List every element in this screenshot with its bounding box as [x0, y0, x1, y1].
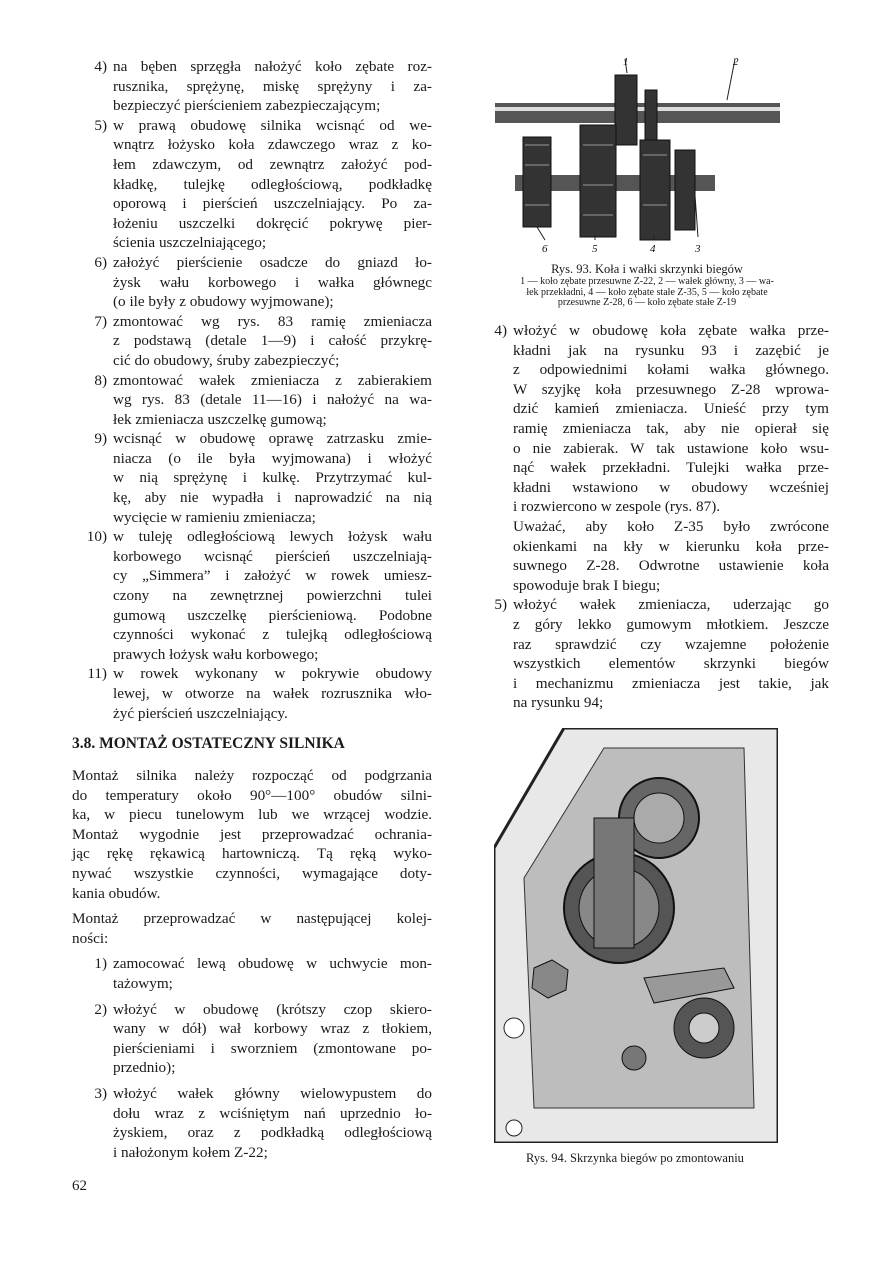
callout-1: 1 — [623, 56, 629, 68]
list-item-number: 3) — [94, 1084, 107, 1102]
text-line: (o ile były z obudowy wyjmowane); — [113, 293, 334, 311]
text-line: założyć pierścienie osadcze do gniazd ło- — [113, 253, 432, 271]
text-line: ścienia uszczelniającego; — [113, 234, 267, 252]
callout-3: 3 — [695, 243, 701, 255]
text-line: kładni wstawiono w obudowy wcześniej — [513, 478, 829, 496]
text-line: i mechanizmu zmieniacza jest takie, jak — [513, 674, 829, 692]
text-line: na bęben sprzęgła nałożyć koło zębate roz- — [113, 58, 432, 75]
text-line: z góry lekko gumowym młotkiem. Jeszcze — [513, 615, 829, 633]
text-line: przednio); — [113, 1059, 176, 1077]
text-line: ności: — [72, 929, 109, 947]
text-line: raz sprawdzić czy wzajemne położenie — [513, 635, 829, 653]
figure-94-caption: Rys. 94. Skrzynka biegów po zmontowaniu — [526, 1151, 744, 1165]
text-line: łożeniu uszczelki dokręcić pokrywę pier- — [113, 214, 432, 232]
text-line: dołu wraz z wciśniętym nań uprzednio ło- — [113, 1104, 432, 1122]
text-line: kę, aby nie wypadła i naprowadzić na nią — [113, 489, 432, 507]
list-item — [72, 371, 432, 430]
list-item — [72, 253, 432, 312]
list-item-number: 5) — [94, 116, 107, 134]
text-line: cy „Simmera” i założyć w rowek umiesz- — [113, 567, 432, 585]
text-line: nywać wszystkie czynności, wymagające doty- — [72, 864, 432, 882]
text-line: wszystkich elementów skrzynki biegów — [513, 655, 829, 673]
text-line: wcisnąć w obudowę oprawę zatrzasku zmie- — [113, 430, 432, 448]
text-line: Montaż wygodnie jest przeprowadzać ochrania- — [72, 825, 432, 843]
callout-6: 6 — [542, 243, 548, 255]
text-line: kania obudów. — [72, 884, 161, 902]
text-line: i rozwiercono w zespole (rys. 87). — [513, 498, 721, 516]
section-heading: 3.8. MONTAŻ OSTATECZNY SILNIKA — [72, 735, 345, 752]
text-line: zamocować lewą obudowę w uchwycie mon- — [113, 955, 432, 973]
list-item — [72, 1000, 432, 1078]
text-line: i nałożonym kołem Z-22; — [113, 1143, 268, 1161]
callout-5: 5 — [592, 243, 598, 255]
list-item-number: 1) — [94, 955, 107, 973]
list-item — [72, 429, 432, 527]
page-number: 62 — [72, 1178, 87, 1194]
text-line: wycięcie w ramieniu zmieniacza; — [113, 508, 316, 526]
text-line: włożyć wałek główny wielowypustem do — [113, 1084, 432, 1102]
text-line: żysk wału korbowego i wałka głównegc — [113, 273, 432, 291]
figure-93-legend — [462, 277, 832, 309]
figure-93-title: Rys. 93. Koła i wałki skrzynki biegów — [551, 262, 743, 276]
step — [72, 954, 432, 993]
figure-93-gears-drawing — [495, 55, 780, 255]
text-line: cić do obudowy, śruby zabezpieczyć; — [113, 351, 340, 369]
callout-2: 2 — [733, 56, 739, 68]
list-item-number: 2) — [94, 1000, 107, 1018]
list-item-number: 4) — [494, 322, 507, 339]
list-item — [472, 517, 829, 595]
list-item-number: 6) — [94, 253, 107, 271]
text-line: nąć wałek przekładni. Tulejki wałka prze- — [513, 459, 829, 477]
text-line: z podstawą (detale 1—9) i całość przykrę- — [113, 332, 432, 350]
list-item — [472, 595, 829, 713]
list-item-number: 9) — [94, 430, 107, 448]
text-line: jąc rękę rękawicą hartowniczą. Tą ręką wyko- — [72, 845, 432, 863]
text-line: ka, w piecu tunelowym lub we wrzącej wodzie. — [72, 806, 432, 824]
list-item — [72, 57, 432, 116]
text-line: Uważać, aby koło Z-35 było zwrócone — [513, 517, 829, 535]
text-line: tażowym; — [113, 974, 173, 992]
text-line: kładni jak na rysunku 93 i zazębić je — [513, 341, 829, 359]
text-line: łek zmieniacza uszczelkę gumową; — [113, 410, 327, 428]
text-line: gumową uszczelkę pierścieniową. Podobne — [113, 606, 432, 624]
legend-line: przesuwne Z-28, 6 — koło zębate stałe Z-19 — [557, 297, 737, 308]
text-line: włożyć w obudowę koła zębate wałka prze- — [513, 322, 829, 339]
callout-4: 4 — [650, 243, 656, 255]
list-item-number: 5) — [494, 596, 507, 614]
text-line: do temperatury około 90°—100° obudów silni- — [72, 786, 432, 804]
list-item-number: 4) — [94, 58, 107, 75]
text-line: suwnego Z-28. Odwrotne ustawienie koła — [513, 557, 829, 575]
list-item-number: 7) — [94, 312, 107, 330]
text-line: bezpieczyć pierścieniem zabezpieczającym; — [113, 97, 381, 115]
text-line: w tuleję odległościową lewych łożysk wału — [113, 528, 432, 546]
text-line: pierścieniami i sworzniem (zmontowane po- — [113, 1039, 432, 1057]
list-item-number: 8) — [94, 371, 107, 389]
text-line: o nie zabierak. W tak ustawione koło wsu- — [513, 439, 829, 457]
order-paragraph — [72, 909, 432, 948]
text-line: ramię zmieniacza tak, aby nie opierał się — [513, 419, 829, 437]
step — [72, 1084, 432, 1162]
list-item-number: 10) — [86, 528, 107, 546]
text-line: wnątrz łożysko koła zdawczego wraz z ko- — [113, 136, 432, 154]
text-line: zmontować wałek zmieniacza z zabierakiem — [113, 371, 432, 389]
text-line: łem zdawczym, od zewnątrz założyć pod- — [113, 155, 432, 173]
list-item — [72, 312, 432, 371]
step — [72, 1000, 432, 1078]
text-line: niacza (o ile była wyjmowana) i włożyć — [113, 449, 432, 467]
figure-94-gearbox-drawing — [494, 728, 778, 1143]
text-line: spowoduje brak I biegu; — [513, 576, 661, 594]
text-line: dzić kamień zmieniacza. Unieść przy tym — [513, 400, 829, 418]
text-line: prawych łożysk wału korbowego; — [113, 645, 319, 663]
text-line: w nią sprężynę i kulkę. Przytrzymać kul- — [113, 469, 432, 487]
text-line: rusznika, sprężynę, miskę sprężyny i za- — [113, 77, 432, 95]
text-line: włożyć w obudowę (krótszy czop skiero- — [113, 1000, 432, 1018]
intro-paragraph — [72, 766, 432, 903]
list-item — [72, 1084, 432, 1162]
text-line: żyć pierścień uszczelniający. — [113, 704, 288, 722]
list-item — [72, 116, 432, 253]
right-column-list — [472, 321, 829, 713]
text-line: żyskiem, oraz z podkładką odległościową — [113, 1124, 432, 1142]
section-body — [72, 766, 432, 1162]
text-line: czony na zewnętrznej powierzchni tulei — [113, 587, 432, 605]
text-line: lewej, w otworze na wałek rozrusznika wło- — [113, 685, 432, 702]
text-line: w prawą obudowę silnika wcisnąć od we- — [113, 116, 432, 134]
text-line: okienkami na kły w kierunku koła prze- — [513, 537, 829, 555]
list-item — [72, 664, 432, 723]
text-line: Montaż przeprowadzać w następującej kolej- — [72, 910, 432, 928]
text-line: włożyć wałek zmieniacza, uderzając go — [513, 596, 829, 614]
text-line: wg rys. 83 (detale 11—16) i nałożyć na wa- — [113, 391, 432, 409]
text-line: wany w dół) wał korbowy wraz z tłokiem, — [113, 1020, 432, 1038]
legend-line: łek przekładni, 4 — koło zębate stałe Z-35, 5 — koło zębate — [526, 286, 768, 298]
text-line: Montaż silnika należy rozpocząć od podgrzania — [72, 767, 432, 784]
list-item — [72, 954, 432, 993]
text-line: oporową i pierścień uszczelniający. Po za- — [113, 195, 432, 213]
text-line: korbowego wcisnąć pierścień uszczelniają- — [113, 547, 432, 565]
left-column-list — [72, 57, 432, 723]
text-line: z odpowiednimi kołami wałka głównego. — [513, 361, 829, 379]
text-line: w rowek wykonany w pokrywie obudowy — [113, 665, 432, 683]
text-line: na rysunku 94; — [513, 694, 604, 712]
list-item — [472, 321, 829, 517]
text-line: czynności wykonać z tulejką odległościową — [113, 626, 432, 644]
text-line: zmontować wg rys. 83 ramię zmieniacza — [113, 312, 432, 330]
legend-line: 1 — koło zębate przesuwne Z-22, 2 — wałek główny, 3 — wa- — [520, 276, 774, 287]
text-line: kładkę, tulejkę odległościową, podkładkę — [113, 175, 432, 193]
figure-93-caption — [462, 262, 832, 309]
text-line: W szyjkę koła przesuwnego Z-28 wprowa- — [513, 380, 829, 398]
list-item-number: 11) — [87, 665, 107, 683]
list-item — [72, 527, 432, 664]
